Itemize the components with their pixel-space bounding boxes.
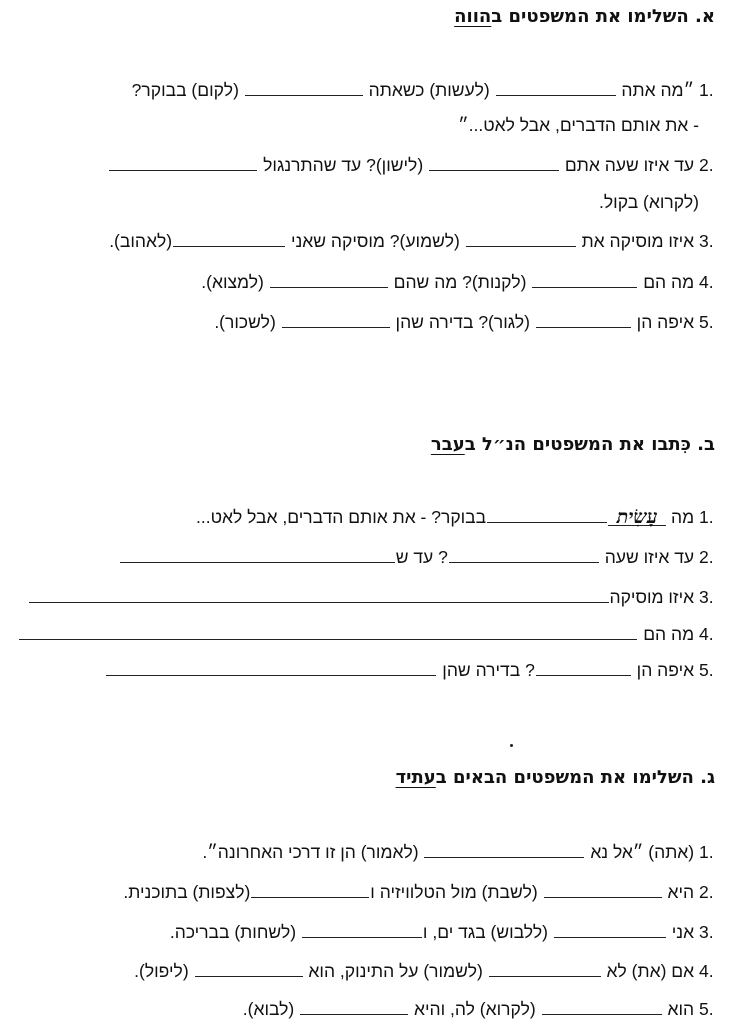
c-item-2: .2 היא (לשבת) מול הטלוויזיה ו(לצפות) בתוכנית.: [123, 882, 714, 902]
a-item-3: .3 איזו מוסיקה את (לשמוע)? מוסיקה שאני (לאהוב).: [109, 231, 714, 251]
b-item-3: .3 איזו מוסיקה: [28, 587, 721, 608]
c-item-3: .3 אני (ללבוש) בגד ים, ו (לשחות) בבריכה.: [169, 922, 714, 942]
a5-blank-2[interactable]: [282, 313, 390, 328]
c2-blank-1[interactable]: [544, 883, 662, 898]
a-item-4: .4 מה הם (לקנות)? מה שהם (למצוא).: [201, 272, 714, 292]
b-item-1: .1 מה עָשִׂיתבבוקר? - את אותם הדברים, אבל לאט...: [196, 506, 714, 528]
c3-blank-1[interactable]: [554, 923, 666, 938]
section-a-heading: א. השלימו את המשפטים בהווה: [454, 6, 715, 27]
c2-blank-2[interactable]: [251, 883, 369, 898]
a4-blank-1[interactable]: [532, 273, 637, 288]
a3-blank-1[interactable]: [466, 232, 576, 247]
c-item-4: .4 אם (את) לא (לשמור) על התינוק, הוא (ליפול).: [134, 961, 714, 981]
a2-blank-1[interactable]: [429, 156, 559, 171]
a-item-1: .1 ״מה אתה (לעשות) כשאתה (לקום) בבוקר?: [131, 80, 714, 100]
c4-blank-1[interactable]: [489, 962, 601, 977]
b2-blank-2[interactable]: [120, 548, 395, 563]
c4-blank-2[interactable]: [195, 962, 303, 977]
b1-blank[interactable]: [487, 508, 607, 523]
b-item-5: .5 איפה הן ? בדירה שהן: [105, 660, 721, 681]
a3-blank-2[interactable]: [173, 232, 285, 247]
b3-blank[interactable]: [29, 588, 609, 603]
a-item-2: .2 עד איזו שעה אתם (לישון)? עד שהתרנגול: [108, 155, 721, 176]
section-b-heading: ב. כִּתבו את המשפטים הנ״ל בעבר: [430, 434, 715, 455]
section-c-heading: ג. השלימו את המשפטים הבאים בעתיד: [395, 767, 715, 788]
c5-blank-2[interactable]: [300, 1000, 408, 1015]
c1-blank[interactable]: [424, 843, 584, 858]
a4-blank-2[interactable]: [270, 273, 388, 288]
a1-blank-1[interactable]: [496, 81, 616, 96]
b1-handwritten-answer[interactable]: עָשִׂית: [608, 509, 666, 526]
c5-blank-1[interactable]: [542, 1000, 662, 1015]
b-item-2: .2 עד איזו שעה ? עד ש: [119, 547, 721, 568]
b2-blank-1[interactable]: [449, 548, 599, 563]
a-item-5: .5 איפה הן (לגור)? בדירה שהן (לשכור).: [214, 312, 714, 332]
c3-blank-2[interactable]: [302, 923, 422, 938]
a1-blank-2[interactable]: [245, 81, 363, 96]
a5-blank-1[interactable]: [536, 313, 631, 328]
a-item-1-continuation: - את אותם הדברים, אבל לאט...״: [458, 115, 699, 135]
a2-blank-2[interactable]: [109, 156, 257, 171]
c-item-5: .5 הוא (לקרוא) לה, והיא (לבוא).: [242, 999, 714, 1019]
b4-blank[interactable]: [19, 625, 637, 640]
b5-blank-1[interactable]: [536, 661, 631, 676]
stray-dot: [510, 744, 513, 747]
b5-blank-2[interactable]: [106, 661, 436, 676]
a-item-2-continuation: (לקרוא) בקול.: [599, 192, 699, 212]
c-item-1: .1 (אתה) ״אל נא (לאמור) הן זו דרכי האחרונה״.: [202, 842, 714, 862]
b-item-4: .4 מה הם: [18, 624, 721, 645]
